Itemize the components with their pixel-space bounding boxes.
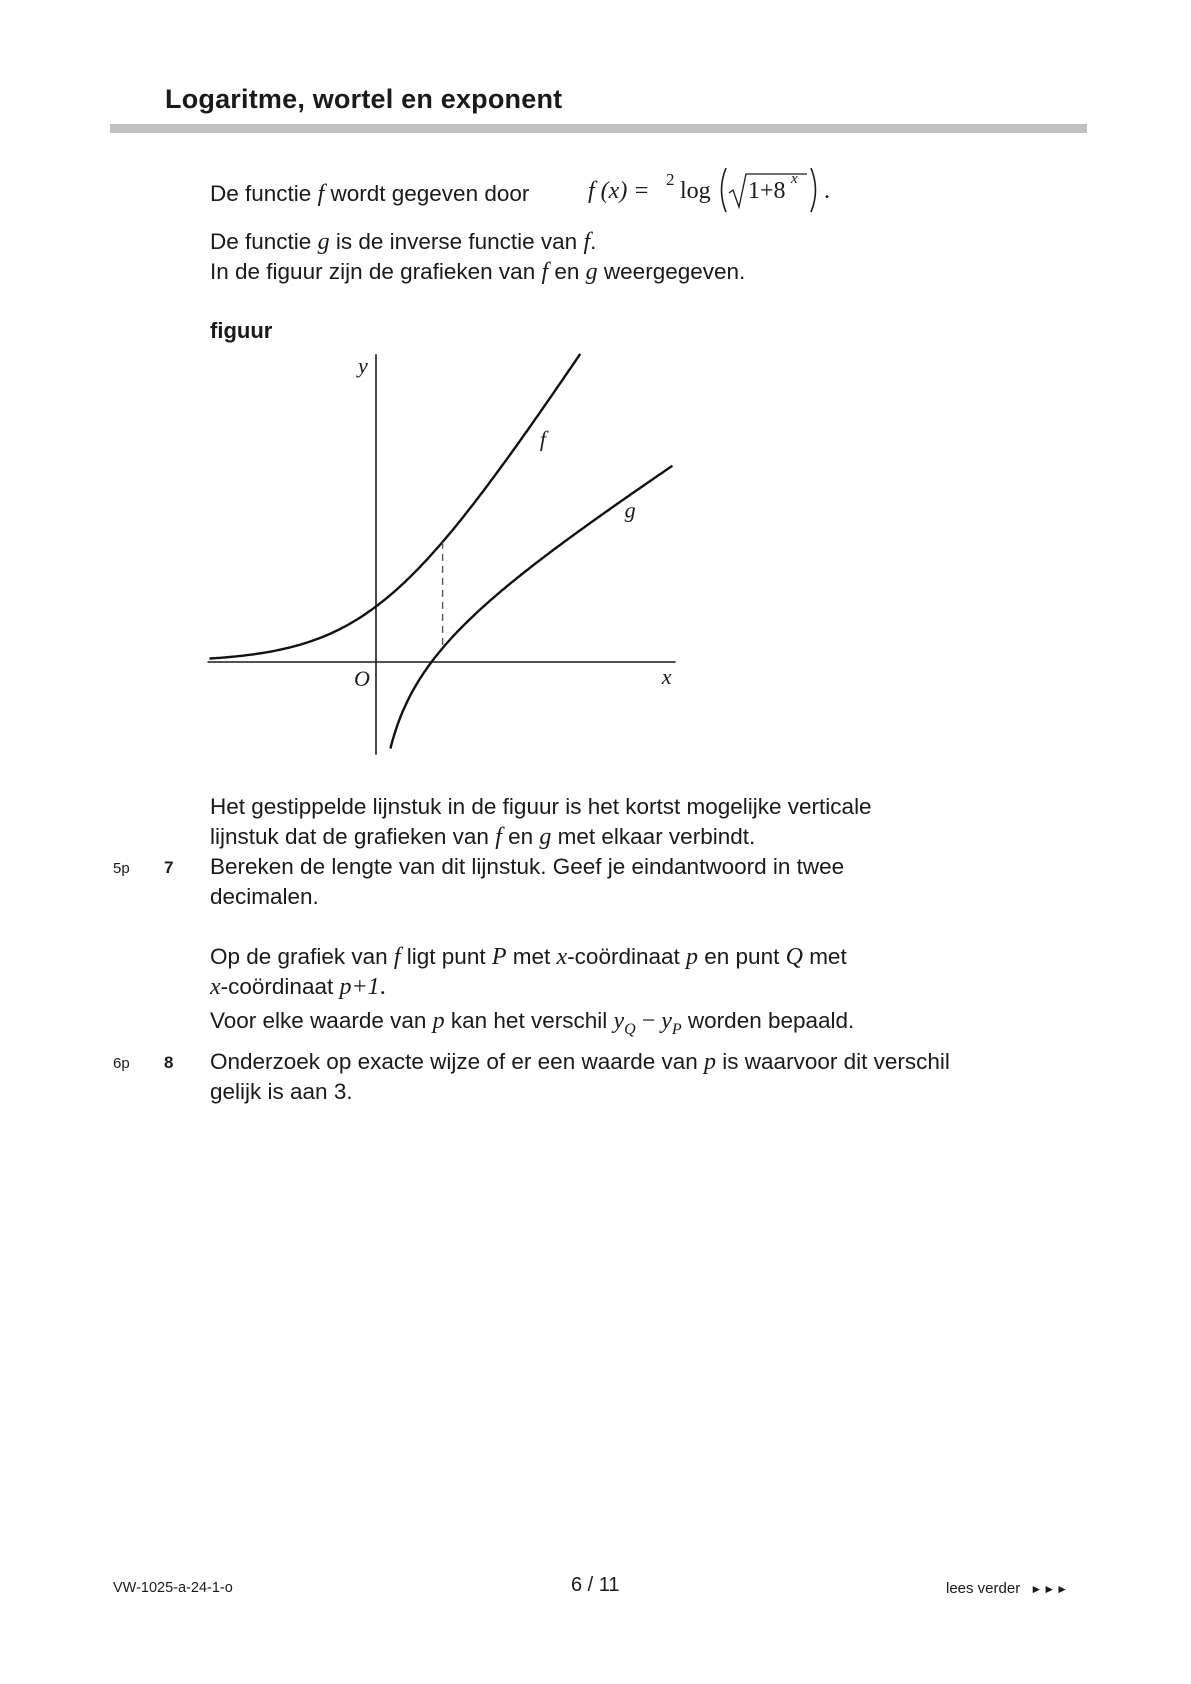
math-yP: [661, 1008, 682, 1038]
origin-label: O: [354, 666, 370, 691]
intro-text: weergegeven.: [597, 259, 746, 284]
q7-text-line-2: decimalen.: [210, 884, 319, 909]
intro-text: .: [590, 229, 597, 254]
y-axis-label: y: [358, 353, 368, 379]
figure-label: figuur: [210, 318, 273, 343]
exam-code: VW-1025-a-24-1-o: [113, 1580, 233, 1596]
q8-text: en punt: [698, 944, 786, 969]
math-g: g: [585, 259, 598, 285]
formula-log: log: [680, 178, 711, 204]
math-y: y: [613, 1008, 625, 1034]
math-x: x: [556, 944, 568, 970]
intro-text: In de figuur zijn de grafieken van: [210, 259, 542, 284]
math-P: P: [491, 944, 507, 970]
math-g: g: [317, 229, 330, 255]
intro-text: De functie: [210, 229, 318, 254]
formula-radicand: 1+8: [748, 178, 786, 204]
q7-context-line-2: [210, 821, 755, 853]
q8-context-line-2: [210, 971, 386, 1003]
section-title: Logaritme, wortel en exponent: [165, 84, 563, 114]
arrows-icon: ►►►: [1030, 1582, 1070, 1596]
q8-text: ligt punt: [400, 944, 492, 969]
math-subscript-P: P: [671, 1020, 682, 1038]
math-yQ: [613, 1008, 636, 1038]
math-f: f: [495, 824, 502, 850]
math-f: f: [583, 229, 591, 255]
math-p: p: [432, 1008, 445, 1034]
q8-text: -coördinaat: [567, 944, 687, 969]
q7-points: 5p: [113, 860, 130, 877]
q7-text: met elkaar verbindt.: [551, 824, 756, 849]
math-Q: Q: [785, 944, 803, 970]
formula-lhs: f (x) =: [588, 178, 650, 204]
curve-f-label: f: [539, 426, 546, 452]
q7-text: en: [501, 824, 540, 849]
function-graph: [0, 0, 1191, 800]
math-p: p: [686, 944, 699, 970]
math-g: g: [539, 824, 552, 850]
q8-text: -coördinaat: [220, 974, 340, 999]
continue-indicator: [946, 1580, 1069, 1597]
q8-text: Onderzoek op exacte wijze of er een waarde van: [210, 1049, 705, 1074]
q8-text: Voor elke waarde van: [210, 1008, 433, 1033]
intro-text: wordt gegeven door: [324, 181, 530, 206]
intro-text: is de inverse functie van: [329, 229, 584, 254]
page-number: 6 / 11: [571, 1574, 620, 1596]
q8-text: worden bepaald.: [681, 1008, 855, 1033]
q7-text-line-1: Bereken de lengte van dit lijnstuk. Geef je eindantwoord in twee: [210, 854, 845, 879]
q8-text-line-2: gelijk is aan 3.: [210, 1079, 353, 1104]
math-y: y: [661, 1008, 672, 1034]
q8-text: met: [506, 944, 557, 969]
q7-context-line-1: Het gestippelde lijnstuk in de figuur is het kortst mogelijke verticale: [210, 794, 872, 819]
math-x: x: [210, 974, 221, 1000]
intro-text: De functie: [210, 181, 318, 206]
q8-text: kan het verschil: [444, 1008, 614, 1033]
math-subscript-Q: Q: [624, 1020, 636, 1038]
continue-label: lees verder: [946, 1580, 1021, 1597]
intro-text: en: [548, 259, 586, 284]
math-f: f: [541, 259, 549, 285]
formula-log-base: 2: [666, 170, 675, 189]
formula-exponent: x: [791, 171, 798, 187]
math-minus: −: [635, 1008, 662, 1034]
q7-number: 7: [164, 858, 174, 877]
math-f: f: [393, 944, 401, 970]
q8-text-line-1: [210, 1046, 950, 1078]
q7-text: lijnstuk dat de grafieken van: [210, 824, 496, 849]
formula-period: .: [824, 178, 830, 204]
math-p: p: [704, 1049, 717, 1075]
math-f: f: [317, 181, 325, 207]
q8-text: met: [802, 944, 847, 969]
q8-text: .: [379, 974, 386, 1000]
q8-text: Op de grafiek van: [210, 944, 394, 969]
q8-context-line-1: [210, 941, 847, 973]
q8-text: is waarvoor dit verschil: [716, 1049, 950, 1074]
curve-g-label: g: [624, 497, 636, 523]
q8-points: 6p: [113, 1055, 130, 1072]
x-axis-label: x: [661, 664, 672, 689]
math-p-plus-1: p+1: [339, 974, 380, 1000]
curve-f: [210, 354, 581, 659]
q8-number: 8: [164, 1053, 174, 1072]
q8-context-line-3: [210, 1005, 854, 1045]
